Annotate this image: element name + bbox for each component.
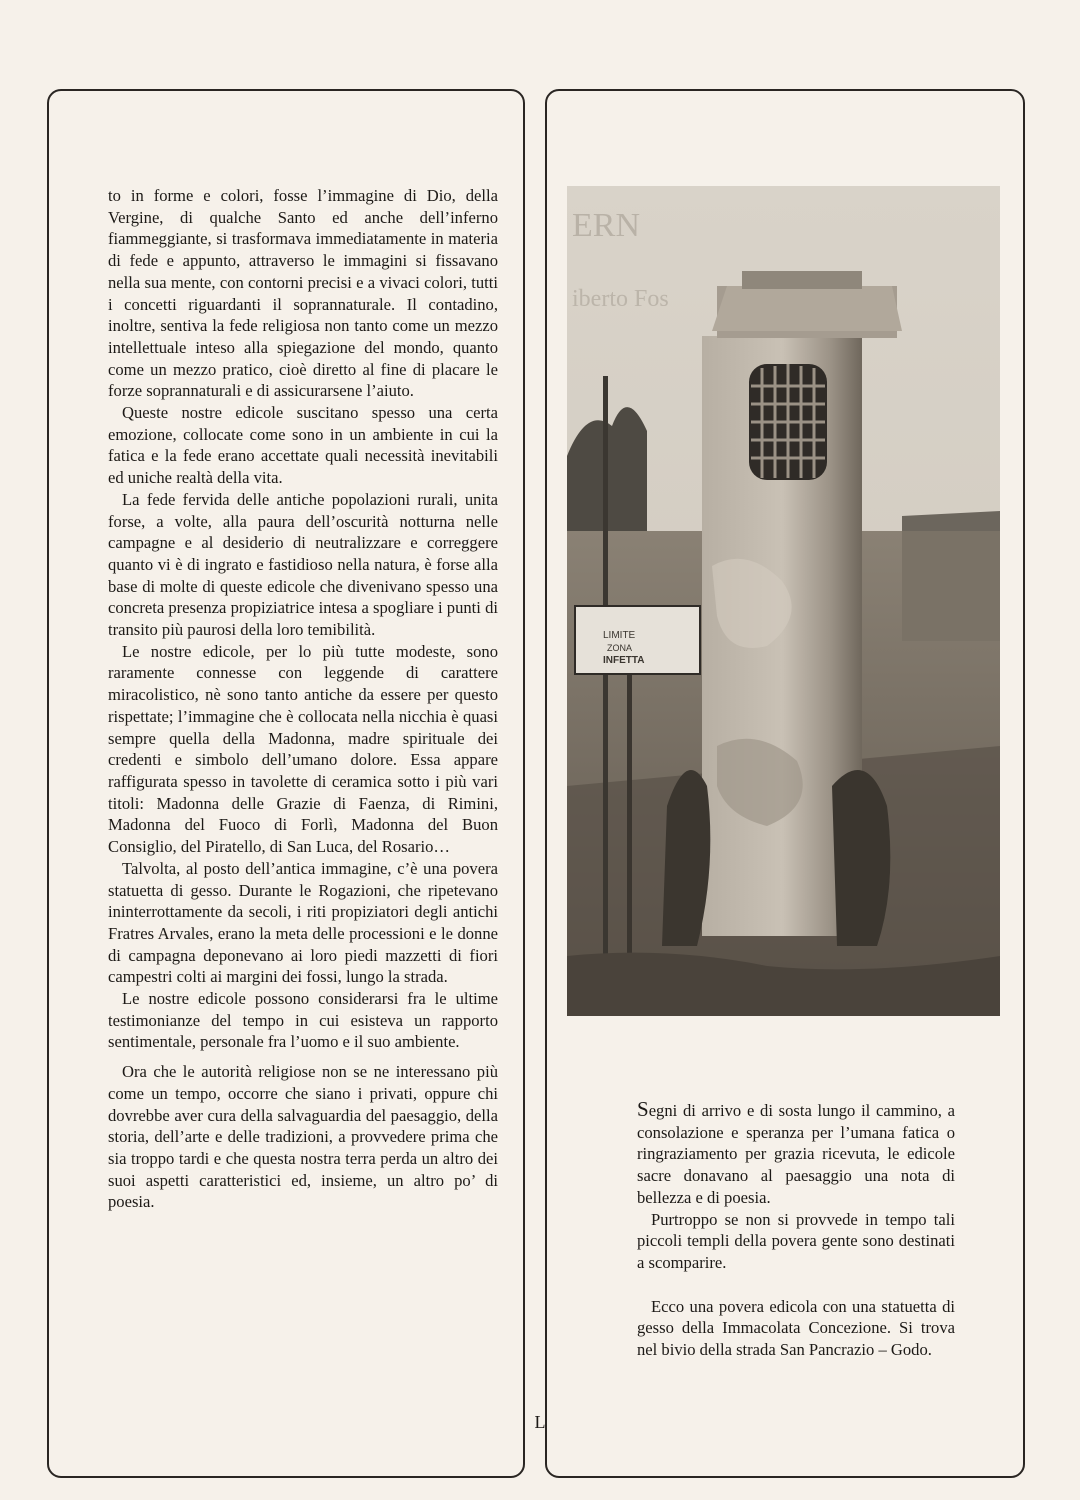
right-column-text — [637, 1099, 955, 1361]
svg-text:iberto Fos: iberto Fos — [572, 286, 669, 312]
paragraph: Le nostre edicole possono considerarsi fra le ultime testimonianze del tempo in cui esisteva un rapporto sentimentale, personale fra l’uomo e il suo ambiente. — [108, 989, 498, 1052]
paragraph: Ora che le autorità religiose non se ne interessano più come un tempo, occorre che siano i privati, oppure chi dovrebbe aver cura della salvaguardia del paesaggio, della storia, dell’arte e delle tradizioni, a provvedere prima che sia troppo tardi e che questa nostra terra perda un altro dei suoi aspetti caratteristici ed, insieme, un altro po’ di poesia. — [108, 1062, 498, 1212]
paragraph: to in forme e colori, fosse l’immagine di Dio, della Vergine, di qualche Santo ed anche dell’inferno fiammeggiante, si trasformava immediatamente in materia di fede e appunto, attraverso le immagini si fissavano nella sua mente, con contorni precisi e a vivaci colori, tutti i concetti riguardanti il soprannaturale. Il contadino, inoltre, sentiva la fede religiosa non tanto come un mezzo intellettuale inteso alla spiegazione del mondo, quanto come un mezzo pratico, cioè diretto al fine di placare le forze soprannaturali e di assicurarsene l’aiuto. — [108, 186, 498, 401]
right-column-frame — [545, 89, 1025, 1478]
left-column-text — [108, 185, 498, 1213]
paragraph: Segni di arrivo e di sosta lungo il cammino, a consolazione e speranza per l’umana fatica o ringraziamento per grazia ricevuta, le edicole sacre donavano al paesaggio una nota di bellezza e di poesia. — [637, 1097, 955, 1207]
paragraph: Le nostre edicole, per lo più tutte modeste, sono raramente connesse con leggende di carattere miracolistico, nè sono tanto antiche da essere per questo rispettate; l’immagine che è collocata nella nicchia è quasi sempre quella della Madonna, madre spirituale dei credenti e simbolo dell’umano dolore. Essa appare raffigurata spesso in tavolette di ceramica sotto i più vari titoli: Madonna delle Grazie di Faenza, di Rimini, Madonna del Fuoco di Forlì, Madonna del Buon Consiglio, del Piratello, di San Luca, del Rosario… — [108, 641, 498, 857]
edicola-photo — [567, 186, 1000, 1016]
sign-line-1: LIMITE — [603, 630, 636, 641]
paragraph: Ecco una povera edicola con una statuetta di gesso della Immacolata Concezione. Si trova nel bivio della strada San Pancrazio – Godo. — [637, 1296, 955, 1360]
left-column-frame — [47, 89, 525, 1478]
svg-text:ERN: ERN — [572, 207, 640, 244]
paragraph: La fede fervida delle antiche popolazioni rurali, unita forse, a volte, alla paura dell’oscurità notturna nelle campagne e al desiderio di neutralizzare e correggere quanto vi è di ingrato e fastidioso nella natura, è forse alla base di molte di queste edicole che divenivano spesso una concreta presenza propiziatrice intesa a spogliare i punti di transito più paurosi della loro temibilità. — [108, 489, 498, 640]
sign-line-3: INFETTA — [603, 655, 645, 666]
paragraph: Queste nostre edicole suscitano spesso una certa emozione, collocate come sono in un ambiente in cui la fatica e la fede erano accettate quali necessità inevitabili ed uniche realtà della vita. — [108, 403, 498, 488]
edicola-photo-svg — [567, 186, 1000, 1016]
paragraph: Talvolta, al posto dell’antica immagine, c’è una povera statuetta di gesso. Durante le Rogazioni, che ripetevano ininterrottamente da secoli, i riti propiziatori degli antichi Fratres Arvales, erano la meta delle processioni e le donne di campagna deponevano ai loro piedi mazzetti di fiori campestri colti ai margini dei fossi, lungo la strada. — [108, 858, 498, 987]
sign-line-2: ZONA — [607, 643, 633, 653]
paragraph: Purtroppo se non si provvede in tempo tali piccoli templi della povera gente sono destinati a scomparire. — [637, 1209, 955, 1272]
page-number: L — [534, 1412, 546, 1432]
